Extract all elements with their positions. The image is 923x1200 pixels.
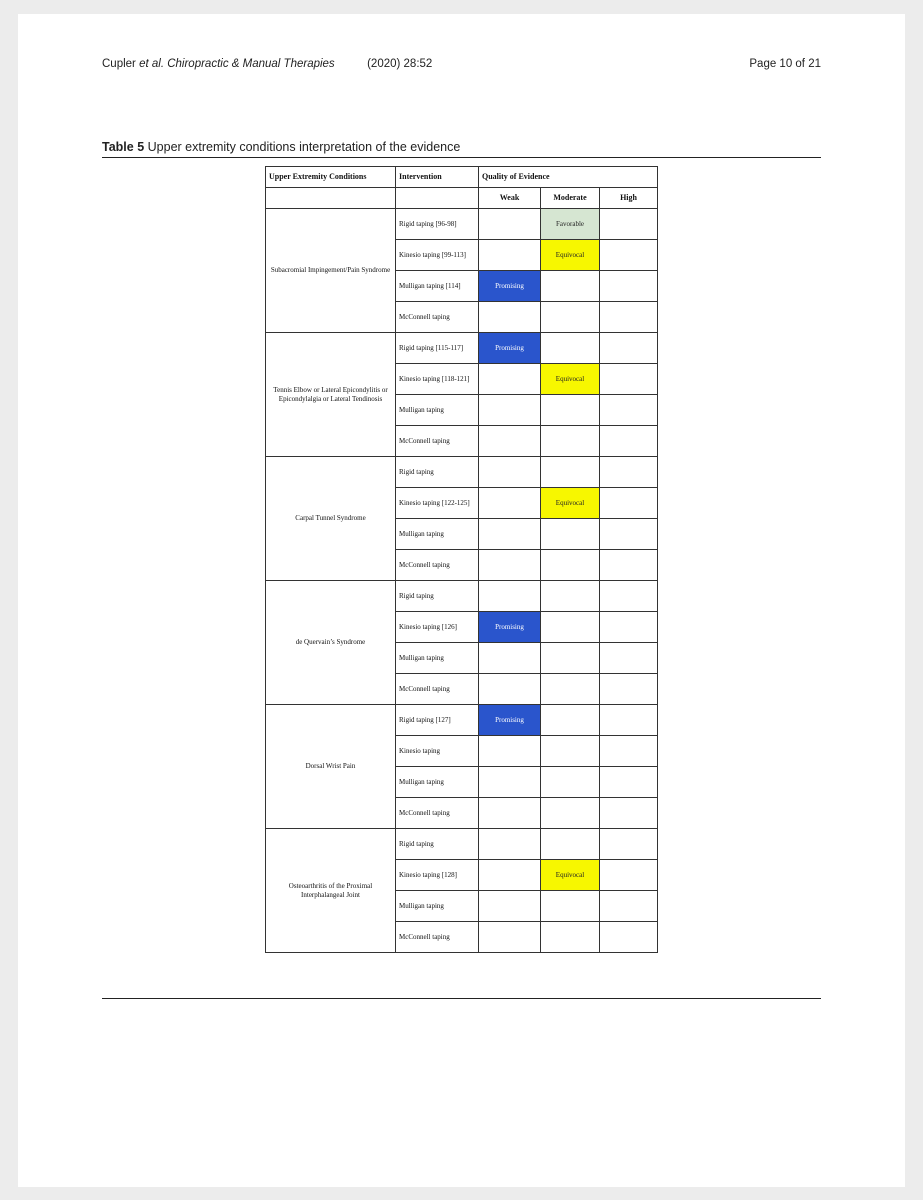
weak-evidence-cell bbox=[479, 302, 541, 333]
high-evidence-cell bbox=[600, 829, 658, 860]
intervention-cell: McConnell taping bbox=[396, 922, 479, 953]
moderate-evidence-cell bbox=[541, 550, 600, 581]
moderate-evidence-cell bbox=[541, 829, 600, 860]
intervention-cell: McConnell taping bbox=[396, 302, 479, 333]
high-evidence-cell bbox=[600, 705, 658, 736]
high-evidence-cell bbox=[600, 736, 658, 767]
moderate-evidence-cell bbox=[541, 643, 600, 674]
intervention-cell: Kinesio taping [118-121] bbox=[396, 364, 479, 395]
weak-evidence-cell bbox=[479, 891, 541, 922]
weak-evidence-cell bbox=[479, 488, 541, 519]
weak-evidence-cell: Promising bbox=[479, 271, 541, 302]
high-evidence-cell bbox=[600, 798, 658, 829]
col-header-high: High bbox=[600, 188, 658, 209]
moderate-evidence-cell bbox=[541, 612, 600, 643]
intervention-cell: Mulligan taping bbox=[396, 891, 479, 922]
intervention-cell: Mulligan taping bbox=[396, 643, 479, 674]
high-evidence-cell bbox=[600, 395, 658, 426]
document-page bbox=[18, 14, 905, 1187]
condition-cell: Tennis Elbow or Lateral Epicondylitis or Epicondylalgia or Lateral Tendinosis bbox=[266, 333, 396, 457]
moderate-evidence-cell bbox=[541, 581, 600, 612]
citation: (2020) 28:52 bbox=[367, 58, 433, 70]
table-bottom-rule bbox=[102, 998, 821, 999]
moderate-evidence-cell bbox=[541, 767, 600, 798]
intervention-cell: Rigid taping [127] bbox=[396, 705, 479, 736]
weak-evidence-cell bbox=[479, 519, 541, 550]
table-body bbox=[266, 209, 658, 953]
table-row bbox=[266, 829, 658, 860]
weak-evidence-cell: Promising bbox=[479, 612, 541, 643]
condition-cell: Subacromial Impingement/Pain Syndrome bbox=[266, 209, 396, 333]
table-caption-label: Table 5 bbox=[102, 140, 145, 154]
weak-evidence-cell bbox=[479, 736, 541, 767]
table-row bbox=[266, 705, 658, 736]
table-row bbox=[266, 457, 658, 488]
intervention-cell: Mulligan taping bbox=[396, 767, 479, 798]
high-evidence-cell bbox=[600, 240, 658, 271]
moderate-evidence-cell bbox=[541, 519, 600, 550]
moderate-evidence-cell bbox=[541, 922, 600, 953]
evidence-table bbox=[265, 166, 658, 953]
high-evidence-cell bbox=[600, 612, 658, 643]
moderate-evidence-cell bbox=[541, 891, 600, 922]
intervention-cell: Rigid taping [96-98] bbox=[396, 209, 479, 240]
col-header-moderate: Moderate bbox=[541, 188, 600, 209]
weak-evidence-cell bbox=[479, 457, 541, 488]
intervention-cell: Mulligan taping bbox=[396, 519, 479, 550]
intervention-cell: Mulligan taping bbox=[396, 395, 479, 426]
high-evidence-cell bbox=[600, 271, 658, 302]
subheader-empty bbox=[396, 188, 479, 209]
weak-evidence-cell bbox=[479, 581, 541, 612]
high-evidence-cell bbox=[600, 767, 658, 798]
weak-evidence-cell bbox=[479, 829, 541, 860]
moderate-evidence-cell bbox=[541, 798, 600, 829]
weak-evidence-cell bbox=[479, 209, 541, 240]
high-evidence-cell bbox=[600, 426, 658, 457]
moderate-evidence-cell bbox=[541, 457, 600, 488]
intervention-cell: Rigid taping bbox=[396, 457, 479, 488]
intervention-cell: Kinesio taping [128] bbox=[396, 860, 479, 891]
moderate-evidence-cell bbox=[541, 674, 600, 705]
intervention-cell: Kinesio taping bbox=[396, 736, 479, 767]
high-evidence-cell bbox=[600, 581, 658, 612]
intervention-cell: Kinesio taping [126] bbox=[396, 612, 479, 643]
weak-evidence-cell: Promising bbox=[479, 333, 541, 364]
journal-name: Chiropractic & Manual Therapies bbox=[167, 58, 335, 70]
moderate-evidence-cell bbox=[541, 271, 600, 302]
high-evidence-cell bbox=[600, 302, 658, 333]
table-caption-text: Upper extremity conditions interpretation of the evidence bbox=[147, 140, 461, 154]
et-al: et al. bbox=[139, 58, 165, 70]
high-evidence-cell bbox=[600, 364, 658, 395]
col-header-quality: Quality of Evidence bbox=[479, 167, 658, 188]
subheader-row bbox=[266, 188, 658, 209]
high-evidence-cell bbox=[600, 457, 658, 488]
intervention-cell: Rigid taping bbox=[396, 829, 479, 860]
high-evidence-cell bbox=[600, 674, 658, 705]
intervention-cell: McConnell taping bbox=[396, 674, 479, 705]
col-header-weak: Weak bbox=[479, 188, 541, 209]
intervention-cell: McConnell taping bbox=[396, 426, 479, 457]
high-evidence-cell bbox=[600, 860, 658, 891]
condition-cell: Carpal Tunnel Syndrome bbox=[266, 457, 396, 581]
intervention-cell: Rigid taping bbox=[396, 581, 479, 612]
weak-evidence-cell bbox=[479, 767, 541, 798]
moderate-evidence-cell bbox=[541, 333, 600, 364]
intervention-cell: Kinesio taping [122-125] bbox=[396, 488, 479, 519]
weak-evidence-cell bbox=[479, 240, 541, 271]
weak-evidence-cell bbox=[479, 798, 541, 829]
weak-evidence-cell bbox=[479, 674, 541, 705]
moderate-evidence-cell: Equivocal bbox=[541, 488, 600, 519]
moderate-evidence-cell: Favorable bbox=[541, 209, 600, 240]
running-head bbox=[102, 58, 821, 70]
weak-evidence-cell bbox=[479, 550, 541, 581]
high-evidence-cell bbox=[600, 643, 658, 674]
moderate-evidence-cell bbox=[541, 395, 600, 426]
moderate-evidence-cell bbox=[541, 705, 600, 736]
moderate-evidence-cell: Equivocal bbox=[541, 364, 600, 395]
moderate-evidence-cell bbox=[541, 736, 600, 767]
intervention-cell: McConnell taping bbox=[396, 798, 479, 829]
table-row bbox=[266, 209, 658, 240]
high-evidence-cell bbox=[600, 488, 658, 519]
weak-evidence-cell bbox=[479, 860, 541, 891]
weak-evidence-cell bbox=[479, 364, 541, 395]
high-evidence-cell bbox=[600, 550, 658, 581]
weak-evidence-cell bbox=[479, 922, 541, 953]
weak-evidence-cell: Promising bbox=[479, 705, 541, 736]
col-header-condition: Upper Extremity Conditions bbox=[266, 167, 396, 188]
page-number: Page 10 of 21 bbox=[749, 58, 821, 70]
intervention-cell: McConnell taping bbox=[396, 550, 479, 581]
condition-cell: de Quervain’s Syndrome bbox=[266, 581, 396, 705]
authors: Cupler bbox=[102, 58, 140, 70]
intervention-cell: Rigid taping [115-117] bbox=[396, 333, 479, 364]
moderate-evidence-cell: Equivocal bbox=[541, 240, 600, 271]
weak-evidence-cell bbox=[479, 395, 541, 426]
weak-evidence-cell bbox=[479, 643, 541, 674]
intervention-cell: Mulligan taping [114] bbox=[396, 271, 479, 302]
high-evidence-cell bbox=[600, 209, 658, 240]
col-header-intervention: Intervention bbox=[396, 167, 479, 188]
table-row bbox=[266, 581, 658, 612]
high-evidence-cell bbox=[600, 922, 658, 953]
table-caption bbox=[102, 140, 821, 158]
high-evidence-cell bbox=[600, 519, 658, 550]
moderate-evidence-cell bbox=[541, 302, 600, 333]
weak-evidence-cell bbox=[479, 426, 541, 457]
header-row bbox=[266, 167, 658, 188]
high-evidence-cell bbox=[600, 333, 658, 364]
citation-line bbox=[102, 58, 432, 70]
condition-cell: Osteoarthritis of the Proximal Interphalangeal Joint bbox=[266, 829, 396, 953]
table-row bbox=[266, 333, 658, 364]
high-evidence-cell bbox=[600, 891, 658, 922]
condition-cell: Dorsal Wrist Pain bbox=[266, 705, 396, 829]
subheader-empty bbox=[266, 188, 396, 209]
intervention-cell: Kinesio taping [99-113] bbox=[396, 240, 479, 271]
moderate-evidence-cell: Equivocal bbox=[541, 860, 600, 891]
moderate-evidence-cell bbox=[541, 426, 600, 457]
